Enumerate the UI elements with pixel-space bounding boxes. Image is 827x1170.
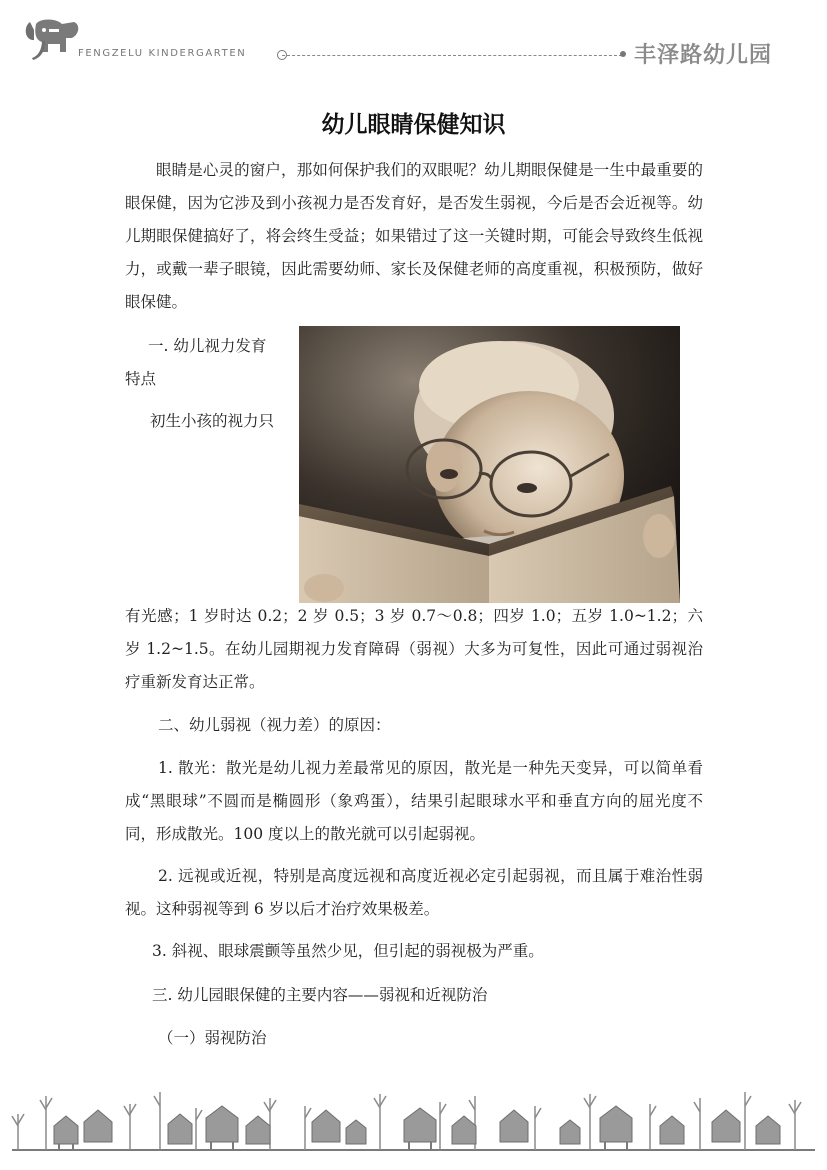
- intro-paragraph: 眼睛是心灵的窗户，那如何保护我们的双眼呢？幼儿期眼保健是一生中最重要的眼保健，因为它涉及到小孩视力是否发育好，是否发生弱视，今后是否会近视等。幼儿期眼保健搞好了，将会终生受益；如果错过了这一关键时期，可能会导致终生低视力，或戴一辈子眼镜，因此需要幼师、家长及保健老师的高度重视，积极预防，做好眼保健。: [125, 161, 703, 311]
- header-line-end-dot: [620, 51, 626, 57]
- section1-side-text: 初生小孩的视力只: [150, 412, 275, 430]
- page-title: 幼儿眼睛保健知识: [321, 112, 506, 138]
- section1-heading-line2: 特点: [125, 370, 157, 388]
- child-reading-photo: [299, 326, 680, 603]
- page-header: [0, 0, 827, 80]
- footer-house-icons: [54, 1106, 780, 1144]
- section2-item-3: 3. 斜视、眼球震颤等虽然少见，但引起的弱视极为严重。: [152, 942, 544, 960]
- footer-houses-trees-decoration: [0, 1086, 827, 1156]
- header-divider-line: [282, 55, 622, 56]
- footer-stilts: [58, 1142, 628, 1150]
- brand-english-name: FENGZELU KINDERGARTEN: [78, 48, 247, 59]
- brand-chinese-name: 丰泽路幼儿园: [634, 43, 773, 68]
- section1-heading-line1: 一. 幼儿视力发育: [148, 337, 267, 355]
- section3-subheading: （一）弱视防治: [158, 1029, 267, 1047]
- elephant-logo-icon: [22, 16, 82, 64]
- section2-item-1: 1. 散光：散光是幼儿视力差最常见的原因，散光是一种先天变异，可以简单看成“黑眼球”不圆而是椭圆形（象鸡蛋），结果引起眼球水平和垂直方向的屈光度不同，形成散光。100 度以上的散光就可以引起弱视。: [125, 759, 703, 843]
- section1-body: 有光感；1 岁时达 0.2；2 岁 0.5；3 岁 0.7～0.8；四岁 1.0；五岁 1.0~1.2；六岁 1.2~1.5。在幼儿园期视力发育障碍（弱视）大多为可复性，因此可通过弱视治疗重新发育达正常。: [125, 607, 703, 691]
- section3-heading: 三. 幼儿园眼保健的主要内容——弱视和近视防治: [152, 986, 488, 1004]
- section2-item-2: 2. 远视或近视，特别是高度远视和高度近视必定引起弱视，而且属于难治性弱视。这种弱视等到 6 岁以后才治疗效果极差。: [125, 867, 703, 918]
- section1-side-column: [125, 330, 285, 438]
- section2-heading: 二、幼儿弱视（视力差）的原因：: [158, 716, 391, 734]
